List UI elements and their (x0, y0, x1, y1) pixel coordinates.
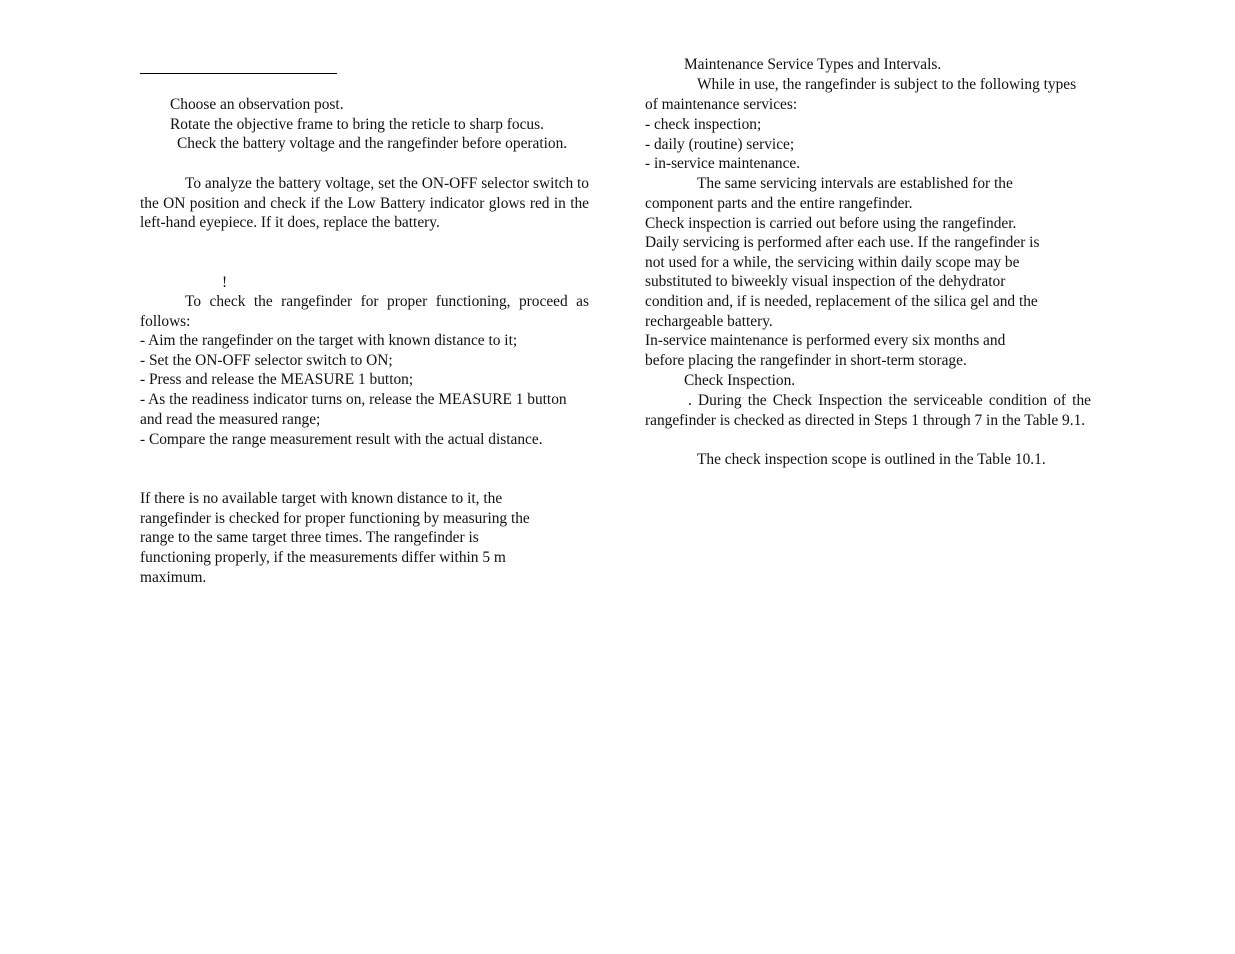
list-item: - As the readiness indicator turns on, release the MEASURE 1 button and read the measured range; (140, 391, 567, 428)
check-inspection-paragraph: Check inspection is carried out before using the rangefinder. (645, 215, 1017, 232)
maintenance-intro-paragraph: While in use, the rangefinder is subject to the following types of maintenance services: (645, 76, 1077, 113)
battery-analysis-paragraph: To analyze the battery voltage, set the ON-OFF selector switch to the ON position and check if the Low Battery indicator glows red in the left-hand eyepiece. If it does, replace the battery. (140, 175, 589, 232)
check-before-operation-paragraph: Check the battery voltage and the rangefinder before operation. (177, 135, 568, 152)
list-item: - Set the ON-OFF selector switch to ON; (140, 351, 393, 369)
paragraph-line: condition and, if is needed, replacement of the silica gel and the (645, 293, 1038, 311)
observation-post-paragraph: Choose an observation post. (170, 96, 344, 113)
list-item: - daily (routine) service; (645, 135, 795, 153)
no-target-paragraph (140, 489, 589, 588)
paragraph-line: rangefinder is checked for proper functioning by measuring the (140, 509, 530, 527)
list-item: - check inspection; (645, 116, 762, 133)
check-inspection-steps-paragraph: . During the Check Inspection the serviceable condition of the rangefinder is checked as directed in Steps 1 through 7 in the Table 9.1. (645, 392, 1091, 429)
check-inspection-heading: Check Inspection. (684, 372, 796, 389)
list-item: - Compare the range measurement result with the actual distance. (140, 430, 543, 448)
paragraph-line: range to the same target three times. The rangefinder is (140, 529, 479, 547)
paragraph-line: functioning properly, if the measurements differ within 5 m (140, 549, 506, 567)
paragraph-line: before placing the rangefinder in short-term storage. (645, 351, 967, 369)
paragraph-line: The same servicing intervals are established for the (697, 175, 1013, 192)
check-inspection-scope-paragraph: The check inspection scope is outlined in the Table 10.1. (697, 451, 1046, 468)
paragraph-line: rechargeable battery. (645, 312, 773, 330)
maintenance-heading: Maintenance Service Types and Intervals. (684, 56, 942, 73)
list-item: - Press and release the MEASURE 1 button; (140, 371, 414, 389)
paragraph-line: In-service maintenance is performed every six months and (645, 332, 1006, 349)
exclamation-mark: ! (222, 274, 228, 291)
daily-servicing-paragraph (645, 233, 1091, 332)
list-item: - in-service maintenance. (645, 155, 801, 173)
paragraph-line: maximum. (140, 568, 207, 586)
intervals-paragraph (645, 174, 1091, 213)
paragraph-line: component parts and the entire rangefinder. (645, 194, 913, 212)
list-item: - Aim the rangefinder on the target with known distance to it; (140, 332, 518, 349)
service-types-list (645, 115, 1091, 174)
footnote-separator-rule (140, 73, 337, 74)
in-service-paragraph (645, 331, 1091, 370)
paragraph-line: substituted to biweekly visual inspection of the dehydrator (645, 273, 1006, 291)
focus-paragraph: Rotate the objective frame to bring the reticle to sharp focus. (170, 116, 544, 133)
functioning-intro-paragraph: To check the rangefinder for proper functioning, proceed as follows: (140, 293, 589, 330)
paragraph-line: not used for a while, the servicing within daily scope may be (645, 253, 1020, 271)
paragraph-line: Daily servicing is performed after each use. If the rangefinder is (645, 234, 1040, 251)
paragraph-line: If there is no available target with known distance to it, the (140, 490, 503, 507)
functioning-steps-list (140, 331, 589, 449)
